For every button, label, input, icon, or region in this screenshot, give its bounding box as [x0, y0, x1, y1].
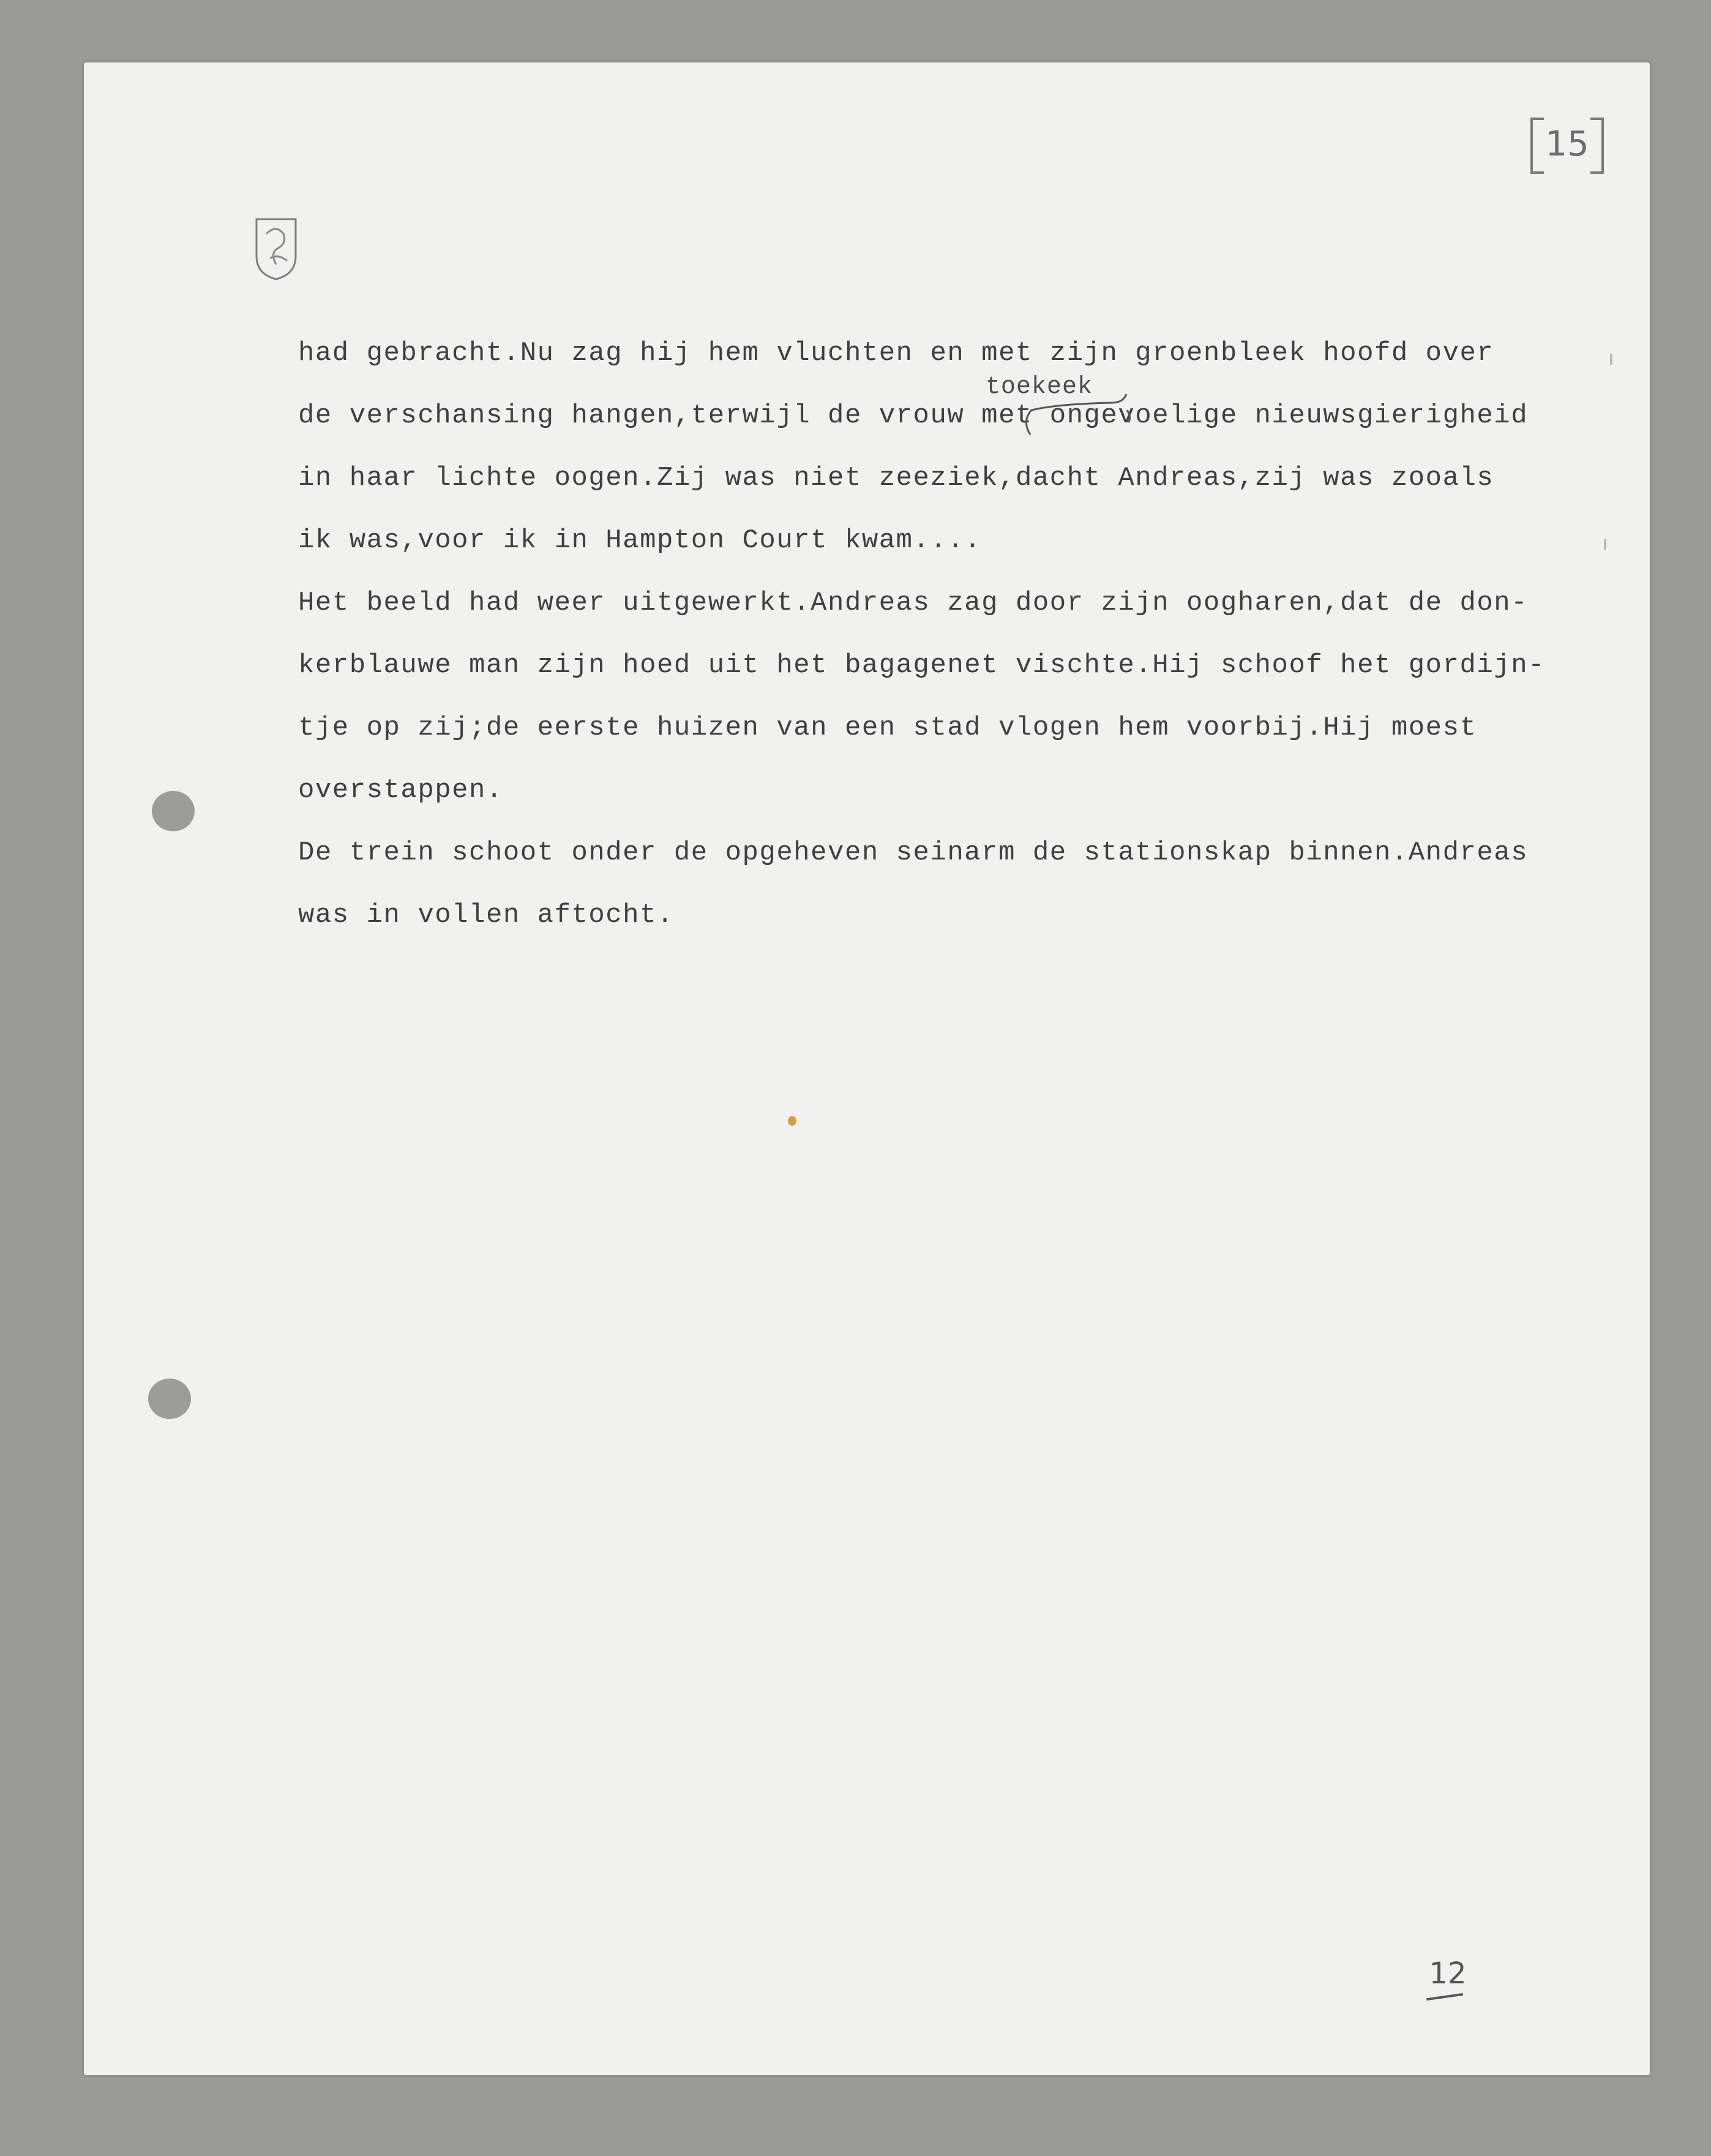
text-line: was in vollen aftocht.	[298, 900, 674, 930]
text-line: ik was,voor ik in Hampton Court kwam....	[298, 525, 982, 556]
archive-number-text: 15	[1545, 124, 1589, 164]
handwritten-insertion: toekeek	[986, 373, 1093, 401]
margin-mark	[1610, 354, 1612, 365]
text-line: kerblauwe man zijn hoed uit het bagagenet vischte.Hij schoof het gordijn-	[298, 650, 1546, 681]
typed-text-block	[298, 332, 1645, 930]
archive-page-number	[1530, 118, 1604, 171]
text-line: in haar lichte oogen.Zij was niet zeeziek,dacht Andreas,zij was zooals	[298, 463, 1494, 493]
text-line: de verschansing hangen,terwijl de vrouw met ongevoelige nieuwsgierigheid	[298, 400, 1529, 431]
punch-hole	[148, 1379, 191, 1419]
paper-speck	[788, 1116, 796, 1126]
insertion-mark-icon	[1019, 392, 1136, 441]
margin-mark	[1604, 539, 1606, 550]
text-line: overstappen.	[298, 775, 503, 806]
text-line: De trein schoot onder de opgeheven seinarm de stationskap binnen.Andreas	[298, 837, 1529, 868]
bracket-left	[1530, 118, 1544, 174]
folio-underline	[1426, 1993, 1463, 2001]
text-line: had gebracht.Nu zag hij hem vluchten en met zijn groenbleek hoofd over	[298, 338, 1494, 369]
bracket-right	[1590, 118, 1604, 174]
punch-hole	[152, 791, 195, 831]
folio-number	[1420, 1956, 1475, 2005]
text-line: tje op zij;de eerste huizen van een stad vlogen hem voorbij.Hij moest	[298, 713, 1477, 743]
text-line: Het beeld had weer uitgewerkt.Andreas zag door zijn oogharen,dat de don-	[298, 588, 1529, 618]
library-stamp-icon	[252, 215, 301, 282]
folio-number-text: 12	[1429, 1956, 1467, 1991]
